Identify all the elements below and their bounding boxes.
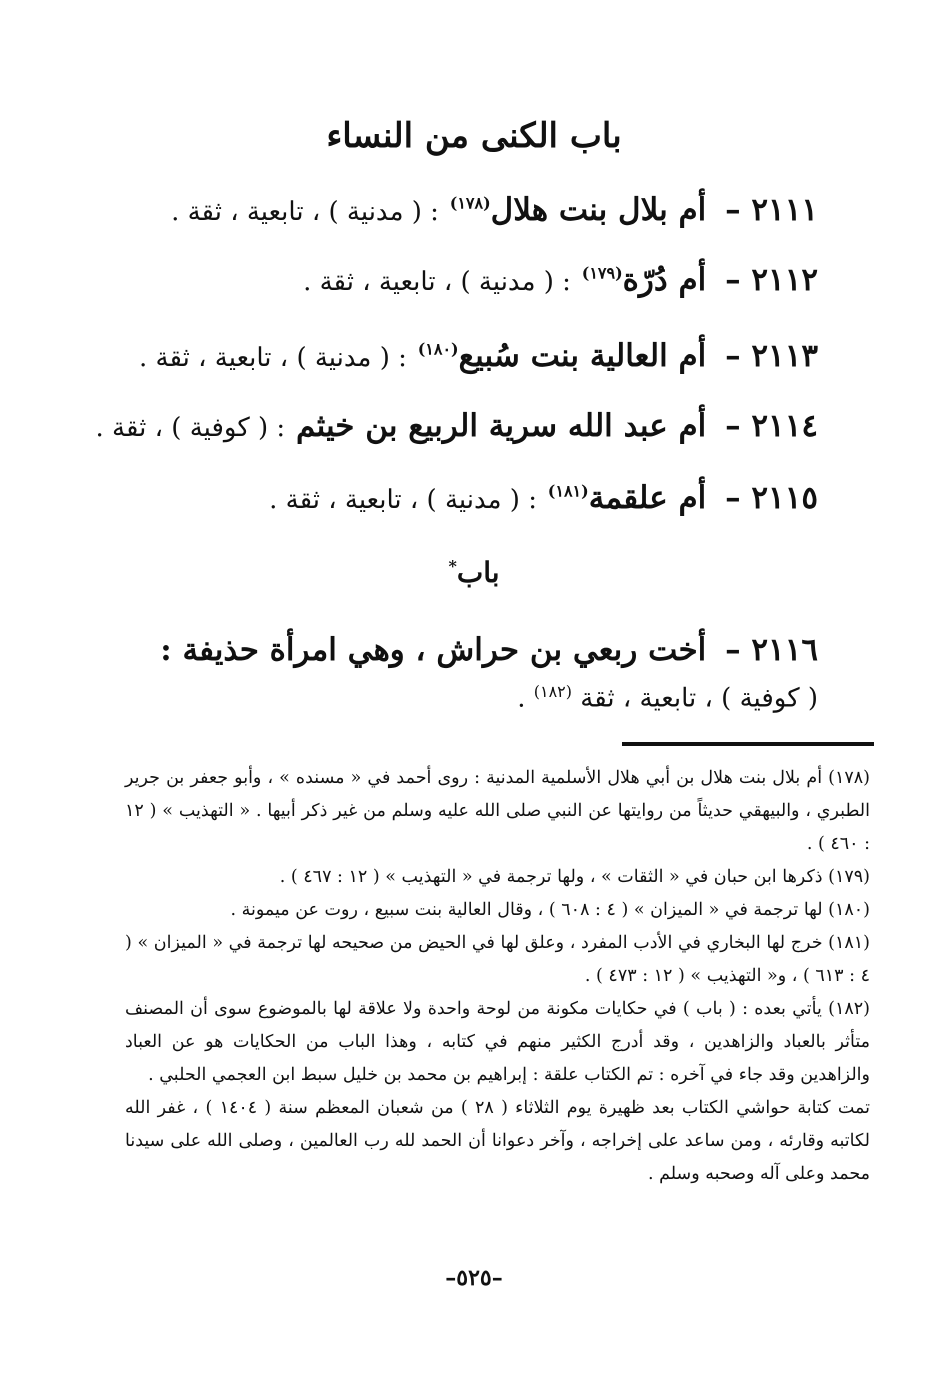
footnote-182: (١٨٢) يأتي بعده : ( باب ) في حكايات مكونة من لوحة واحدة ولا علاقة لها بالموضوع سوى أن المصنف متأثر بالعباد والزاهدين ، وقد أدرج الكثير منهم في كتابه ، وهذا الباب من الحكايات هو عن العباد والزاهدين وقد جاء في آخره : تم الكتاب علقة : إبراهيم بن محمد بن خليل سبط ابن العجمي الحلبي . [125, 999, 870, 1085]
entry-2116-continuation [517, 682, 818, 714]
entry-2116 [118, 632, 818, 668]
entry-number: ٢١١١ – [725, 192, 818, 228]
footnote-divider [622, 742, 874, 746]
entry-name: أم العالية بنت سُبيع [458, 338, 707, 374]
entry-desc: : ( مدنية ) ، تابعية ، ثقة . [171, 197, 439, 227]
entry-desc: : ( مدنية ) ، تابعية ، ثقة . [139, 343, 407, 373]
footnote-ref: (١٧٩) [581, 263, 623, 283]
bab-heading [0, 556, 948, 589]
entry-desc: ( كوفية ) ، تابعية ، ثقة [580, 683, 818, 714]
entry-end: . [517, 683, 526, 714]
entry-desc: : ( مدنية ) ، تابعية ، ثقة . [269, 485, 537, 515]
footnote-179: (١٧٩) ذكرها ابن حبان في « الثقات » ، ولها ترجمة في « التهذيب » ( ١٢ : ٤٦٧ ) . [279, 867, 870, 887]
entry-2112 [118, 262, 818, 298]
entry-2113 [118, 338, 818, 374]
entry-number: ٢١١٣ – [725, 338, 818, 374]
footnote-181: (١٨١) خرج لها البخاري في الأدب المفرد ، وعلق لها في الحيض من صحيحه لها ترجمة في « الميزان » ( ٤ : ٦١٣ ) ، و« التهذيب » ( ١٢ : ٤٧٣ ) . [125, 933, 870, 986]
footnote-ref: (١٨٠) [417, 339, 459, 359]
footnote-ref: (١٨٢) [533, 682, 572, 701]
section-heading: باب الكنى من النساء [326, 116, 622, 156]
footnote-ref: (١٨١) [547, 481, 589, 501]
entry-name: أم بلال بنت هلال [490, 192, 707, 228]
bab-note-mark: * [448, 556, 457, 576]
entry-number: ٢١١٦ – [725, 632, 818, 668]
entry-number: ٢١١٥ – [725, 480, 818, 516]
footnote-180: (١٨٠) لها ترجمة في « الميزان » ( ٤ : ٦٠٨ ) ، وقال العالية بنت سبيع ، روت عن ميمونة . [230, 900, 870, 920]
entry-desc: : ( مدنية ) ، تابعية ، ثقة . [303, 267, 571, 297]
entry-name: أخت ربعي بن حراش ، وهي امرأة حذيفة : [160, 632, 707, 668]
entry-number: ٢١١٤ – [725, 408, 818, 444]
entry-2115 [118, 480, 818, 516]
entry-name: أم دُرّة [622, 262, 707, 298]
footnotes [125, 762, 870, 1191]
footnote-178: (١٧٨) أم بلال بنت هلال بن أبي هلال الأسلمية المدنية : روى أحمد في « مسنده » ، وأبو جعفر بن جرير الطبري ، والبيهقي حديثاً من روايتها عن النبي صلى الله عليه وسلم من غير ذكر أبيها . « التهذيب » ( ١٢ : ٤٦٠ ) . [125, 768, 870, 854]
colophon: تمت كتابة حواشي الكتاب بعد ظهيرة يوم الثلاثاء ( ٢٨ ) من شعبان المعظم سنة ( ١٤٠٤ ) ، غفر الله لكاتبه وقارئه ، ومن ساعد على إخراجه ، وآخر دعوانا أن الحمد لله رب العالمين ، وصلى الله على سيدنا محمد وعلى آله وصحبه وسلم . [125, 1098, 870, 1184]
page-number: –٥٢٥– [445, 1265, 503, 1291]
bab-title: باب [456, 556, 500, 589]
entry-number: ٢١١٢ – [725, 262, 818, 298]
entry-desc: : ( كوفية ) ، ثقة . [95, 413, 286, 443]
entry-2111 [118, 192, 818, 228]
entry-name: أم عبد الله سرية الربيع بن خيثم [295, 408, 707, 444]
footnote-ref: (١٧٨) [449, 193, 491, 213]
entry-2114 [95, 408, 818, 444]
entry-name: أم علقمة [588, 480, 707, 516]
